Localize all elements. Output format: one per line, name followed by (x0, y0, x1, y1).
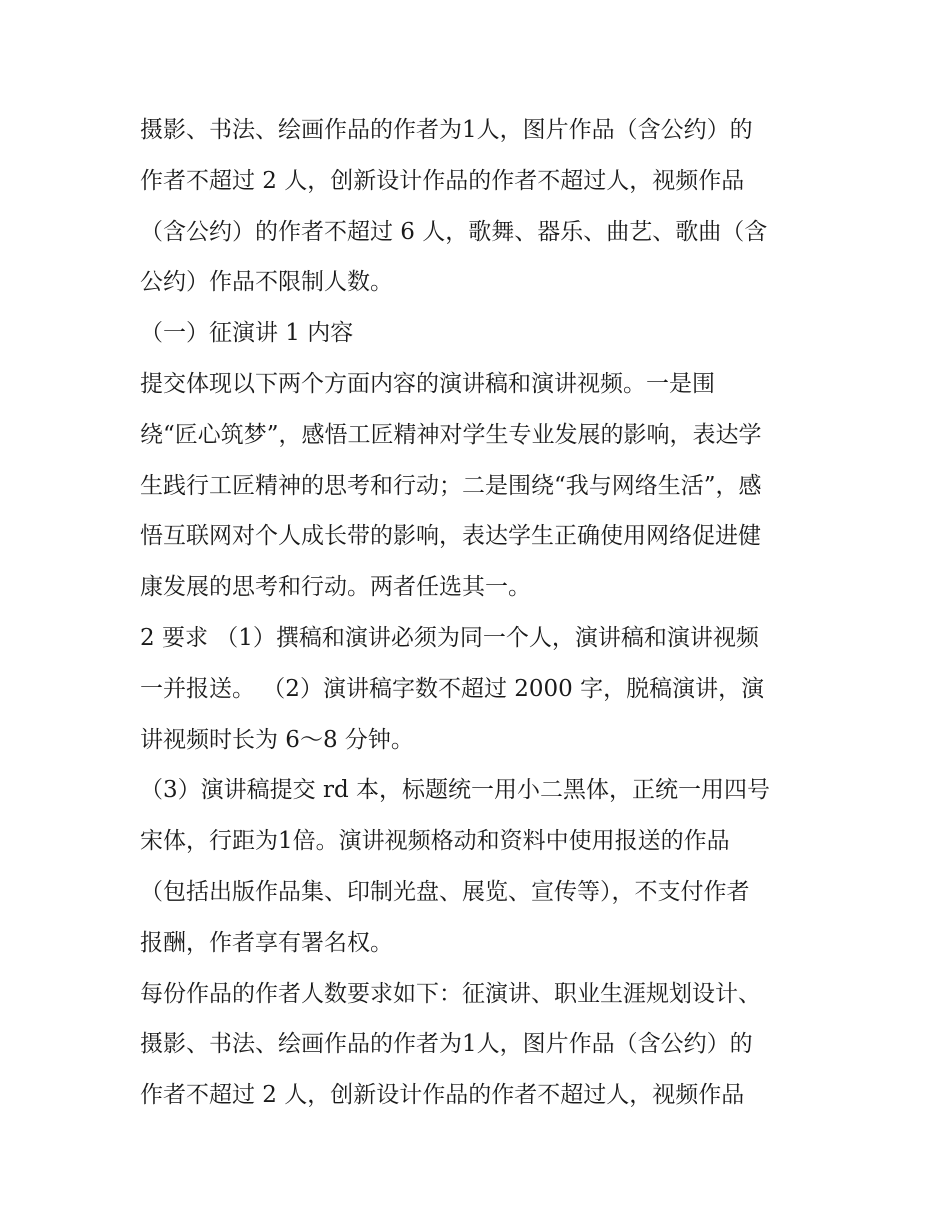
text-line: 宋体，行距为1倍。演讲视频格动和资料中使用报送的作品 (140, 828, 730, 855)
text-line: 生践行工匠精神的思考和行动；二是围绕“我与网络生活”，感 (140, 472, 762, 499)
text-line: 提交体现以下两个方面内容的演讲稿和演讲视频。一是围 (140, 370, 715, 397)
document-body (140, 105, 820, 1121)
text-line: 绕“匠心筑梦”，感悟工匠精神对学生专业发展的影响，表达学 (140, 421, 762, 448)
text-line: 2 要求 （1）撰稿和演讲必须为同一个人，演讲稿和演讲视频 (140, 624, 759, 651)
text-line: 作者不超过 2 人，创新设计作品的作者不超过人，视频作品 (140, 1082, 745, 1109)
text-line: 摄影、书法、绘画作品的作者为1人，图片作品（含公约）的 (140, 117, 753, 143)
text-line: 摄影、书法、绘画作品的作者为1人，图片作品（含公约）的 (140, 1031, 753, 1058)
text-line: 作者不超过 2 人，创新设计作品的作者不超过人，视频作品 (140, 167, 745, 194)
text-line: 康发展的思考和行动。两者任选其一。 (140, 574, 531, 601)
text-line: （含公约）的作者不超过 6 人，歌舞、器乐、曲艺、歌曲（含 (140, 218, 768, 245)
text-line: 公约）作品不限制人数。 (140, 269, 393, 296)
section-heading: （一）征演讲 1 内容 (140, 320, 354, 347)
text-line: 一并报送。 （2）演讲稿字数不超过 2000 字，脱稿演讲，演 (140, 675, 765, 702)
text-line: 悟互联网对个人成长带的影响，表达学生正确使用网络促进健 (140, 523, 761, 550)
text-line: 每份作品的作者人数要求如下：征演讲、职业生涯规划设计、 (140, 980, 761, 1007)
text-line: 讲视频时长为 6～8 分钟。 (140, 726, 414, 753)
text-line: 报酬，作者享有署名权。 (140, 929, 393, 956)
text-line: （3）演讲稿提交 rd 本，标题统一用小二黑体，正统一用四号 (140, 777, 770, 804)
text-line: （包括出版作品集、印制光盘、展览、宣传等），不支付作者 (140, 878, 750, 905)
